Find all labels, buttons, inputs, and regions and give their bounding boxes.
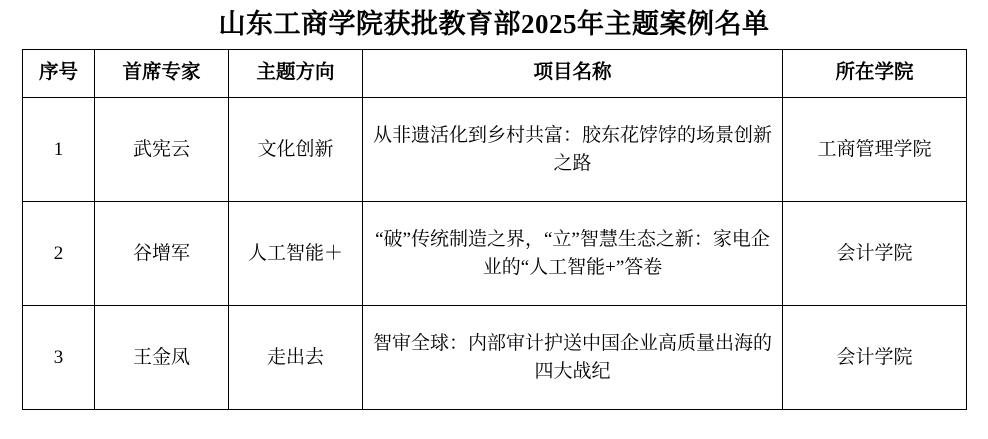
cell-project: 从非遗活化到乡村共富：胶东花饽饽的场景创新之路: [363, 98, 783, 202]
column-header-project: 项目名称: [363, 50, 783, 98]
cell-project: “破”传统制造之界，“立”智慧生态之新：家电企业的“人工智能+”答卷: [363, 202, 783, 306]
cell-expert: 谷增军: [95, 202, 229, 306]
cell-index: 3: [23, 306, 95, 410]
cell-college: 工商管理学院: [783, 98, 967, 202]
cell-project: 智审全球：内部审计护送中国企业高质量出海的四大战纪: [363, 306, 783, 410]
column-header-index: 序号: [23, 50, 95, 98]
table-row: [23, 202, 967, 306]
cell-theme: 文化创新: [229, 98, 363, 202]
cell-index: 1: [23, 98, 95, 202]
table-row: [23, 98, 967, 202]
cell-index: 2: [23, 202, 95, 306]
table-row: [23, 306, 967, 410]
table-body: [23, 98, 967, 410]
cell-theme: 走出去: [229, 306, 363, 410]
case-list-table: [22, 49, 967, 410]
table-container: [0, 49, 988, 410]
page-title: 山东工商学院获批教育部2025年主题案例名单: [218, 9, 770, 39]
cell-college: 会计学院: [783, 306, 967, 410]
cell-college: 会计学院: [783, 202, 967, 306]
column-header-theme: 主题方向: [229, 50, 363, 98]
table-header: [23, 50, 967, 98]
cell-expert: 王金凤: [95, 306, 229, 410]
cell-expert: 武宪云: [95, 98, 229, 202]
table-header-row: [23, 50, 967, 98]
cell-theme: 人工智能＋: [229, 202, 363, 306]
column-header-college: 所在学院: [783, 50, 967, 98]
column-header-expert: 首席专家: [95, 50, 229, 98]
